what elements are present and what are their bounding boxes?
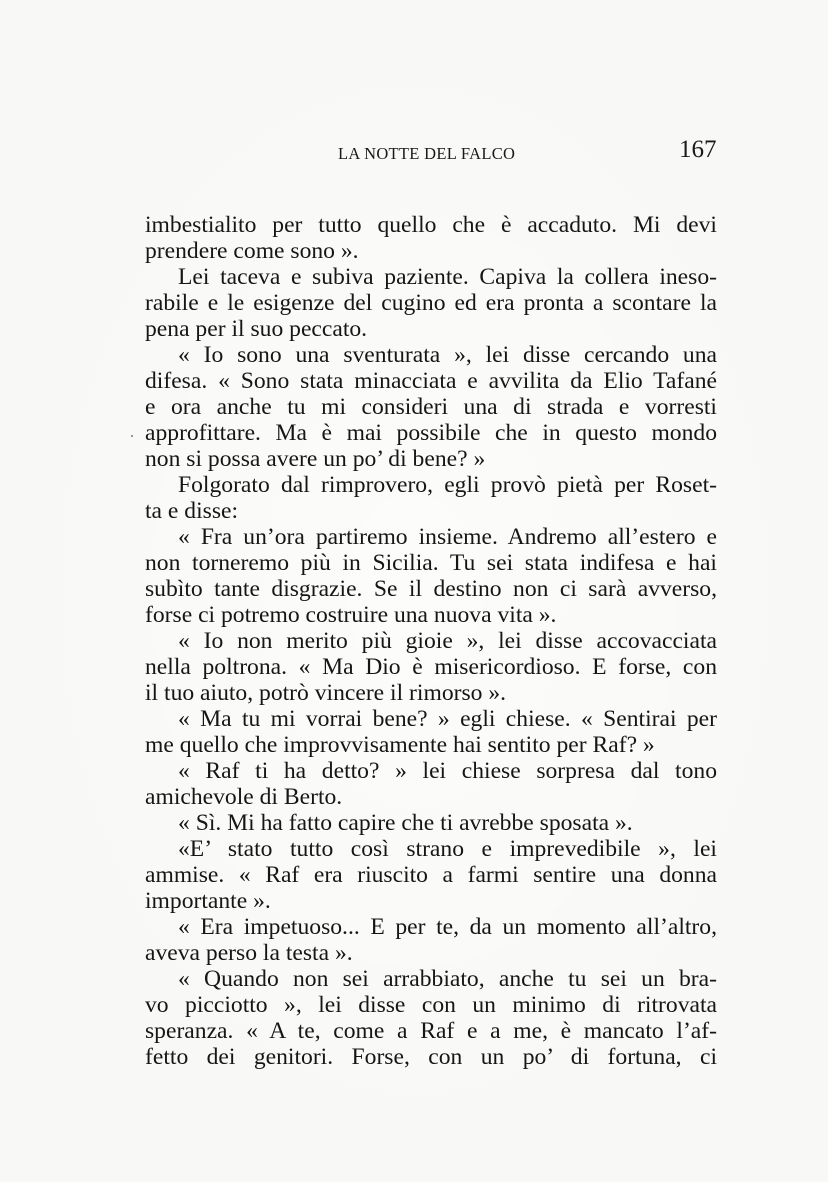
- text-line: approfittare. Ma è mai possibile che in questo mondo: [145, 420, 717, 446]
- body-text: [145, 212, 717, 1070]
- text-line: speranza. « A te, come a Raf e a me, è mancato l’af-: [145, 1018, 717, 1044]
- text-line: « Quando non sei arrabbiato, anche tu sei un bra-: [178, 966, 717, 992]
- page-number: 167: [679, 136, 717, 163]
- text-line: ta e disse:: [145, 498, 239, 524]
- text-line: « Era impetuoso... E per te, da un momento all’altro,: [178, 914, 717, 940]
- text-line: subìto tante disgrazie. Se il destino non ci sarà avverso,: [145, 576, 717, 602]
- text-line: « Fra un’ora partiremo insieme. Andremo all’estero e: [178, 524, 717, 550]
- text-line: « Ma tu mi vorrai bene? » egli chiese. « Sentirai per: [178, 706, 717, 732]
- text-line: vo picciotto », lei disse con un minimo di ritrovata: [145, 992, 717, 1018]
- text-line: ammise. « Raf era riuscito a farmi sentire una donna: [145, 862, 717, 888]
- margin-mark: [131, 435, 133, 437]
- text-line: forse ci potremo costruire una nuova vita ».: [145, 602, 557, 628]
- text-line: «E’ stato tutto così strano e imprevedibile », lei: [178, 836, 717, 862]
- text-line: il tuo aiuto, potrò vincere il rimorso ».: [145, 680, 507, 706]
- text-line: Folgorato dal rimprovero, egli provò pietà per Roset-: [178, 472, 717, 498]
- text-line: difesa. « Sono stata minacciata e avvilita da Elio Tafané: [145, 368, 717, 394]
- text-line: prendere come sono ».: [145, 238, 359, 264]
- text-line: « Io sono una sventurata », lei disse cercando una: [178, 342, 717, 368]
- text-line: importante ».: [145, 888, 271, 914]
- text-line: rabile e le esigenze del cugino ed era pronta a scontare la: [145, 290, 717, 316]
- text-line: pena per il suo peccato.: [145, 316, 368, 342]
- text-line: me quello che improvvisamente hai sentito per Raf? »: [145, 732, 655, 758]
- text-line: aveva perso la testa ».: [145, 940, 353, 966]
- text-line: Lei taceva e subiva paziente. Capiva la collera ineso-: [178, 264, 717, 290]
- text-line: fetto dei genitori. Forse, con un po’ di fortuna, ci: [145, 1044, 717, 1070]
- text-line: nella poltrona. « Ma Dio è misericordioso. E forse, con: [145, 654, 717, 680]
- text-line: non torneremo più in Sicilia. Tu sei stata indifesa e hai: [145, 550, 717, 576]
- text-line: « Io non merito più gioie », lei disse accovacciata: [178, 628, 717, 654]
- text-line: « Sì. Mi ha fatto capire che ti avrebbe sposata ».: [178, 810, 633, 836]
- running-title: LA NOTTE DEL FALCO: [338, 144, 516, 163]
- text-line: « Raf ti ha detto? » lei chiese sorpresa dal tono: [178, 758, 717, 784]
- text-line: non si possa avere un po’ di bene? »: [145, 446, 486, 472]
- text-line: imbestialito per tutto quello che è accaduto. Mi devi: [145, 212, 717, 238]
- text-line: amichevole di Berto.: [145, 784, 343, 810]
- text-line: e ora anche tu mi consideri una di strada e vorresti: [145, 394, 717, 420]
